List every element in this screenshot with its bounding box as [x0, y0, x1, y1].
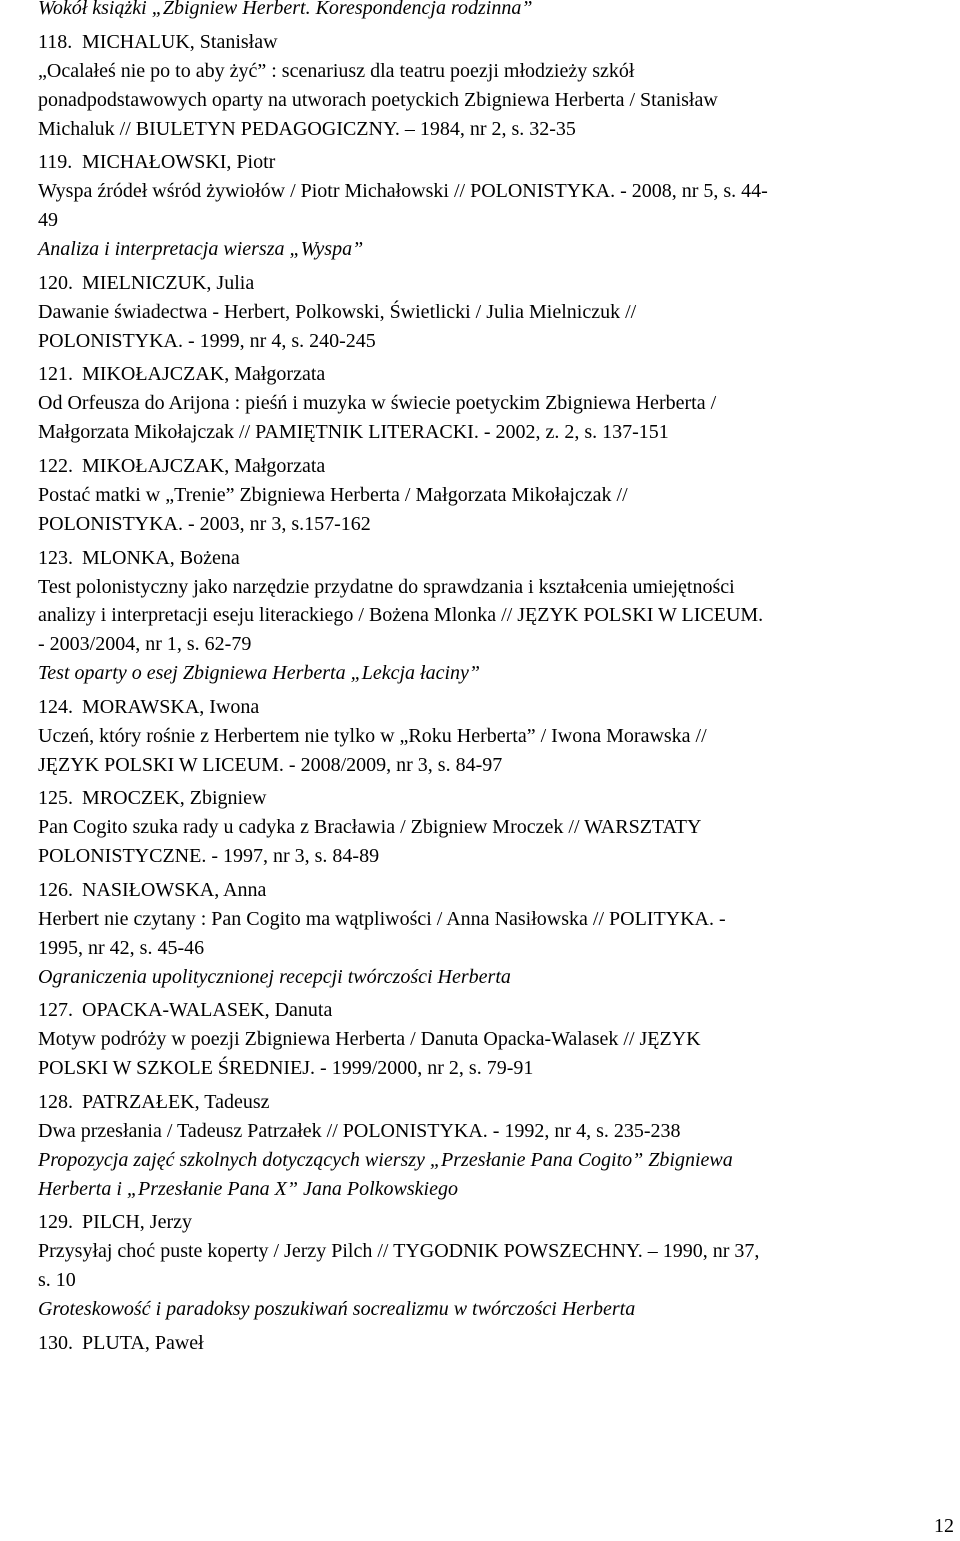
bibliography-entry [38, 996, 950, 1083]
entry-number: 119. [38, 151, 73, 174]
bibliography-entry [38, 452, 950, 539]
bibliography-entry [38, 269, 950, 356]
page-number: 12 [934, 1515, 954, 1537]
bibliography-entry [38, 544, 950, 688]
entry-citation-line: Postać matki w „Trenie” Zbigniewa Herberta / Małgorzata Mikołajczak // [38, 483, 628, 506]
entry-number: 130. [38, 1331, 73, 1354]
entry-heading [38, 360, 950, 389]
entry-author: MLONKA, Bożena [82, 546, 240, 569]
entry-citation-line: POLSKI W SZKOLE ŚREDNIEJ. - 1999/2000, nr 2, s. 79-91 [38, 1057, 534, 1080]
entry-heading [38, 452, 950, 481]
entry-author: PLUTA, Paweł [82, 1331, 204, 1354]
entry-citation-line: Test polonistyczny jako narzędzie przydatne do sprawdzania i kształcenia umiejętności [38, 575, 735, 598]
entry-heading [38, 1088, 950, 1117]
entry-heading [38, 693, 950, 722]
entry-citation-line: POLONISTYKA. - 1999, nr 4, s. 240-245 [38, 329, 376, 352]
entry-citation-line: „Ocalałeś nie po to aby żyć” : scenariusz dla teatru poezji młodzieży szkół [38, 60, 635, 82]
entry-citation-line: Motyw podróży w poezji Zbigniewa Herberta / Danuta Opacka-Walasek // JĘZYK [38, 1028, 701, 1051]
entry-heading [38, 1208, 950, 1237]
entry-heading [38, 784, 950, 813]
entry-citation-line: POLONISTYCZNE. - 1997, nr 3, s. 84-89 [38, 845, 380, 868]
entry-heading [38, 269, 950, 298]
entry-citation-line: Od Orfeusza do Arijona : pieśń i muzyka w świecie poetyckim Zbigniewa Herberta / [38, 392, 717, 415]
entry-annotation: Propozycja zajęć szkolnych dotyczących wierszy „Przesłanie Pana Cogito” Zbigniewa Herberta i „Przesłanie Pana X” Jana Polkowskiego [38, 1148, 733, 1200]
entry-number: 118. [38, 31, 73, 53]
entry-author: OPACKA-WALASEK, Danuta [82, 999, 333, 1022]
bibliography-entry [38, 1208, 950, 1323]
entry-number: 126. [38, 878, 73, 901]
entry-annotation: Ograniczenia upolitycznionej recepcji twórczości Herberta [38, 965, 511, 988]
bibliography-entry [38, 876, 950, 991]
running-header: Wokół książki „Zbigniew Herbert. Korespondencja rodzinna” [38, 0, 533, 19]
entry-author: MIKOŁAJCZAK, Małgorzata [82, 363, 326, 386]
entry-citation-line: s. 10 [38, 1269, 76, 1292]
entry-heading [38, 544, 950, 573]
entry-citation-line: analizy i interpretacji eseju literackiego / Bożena Mlonka // JĘZYK POLSKI W LICEUM. [38, 604, 764, 627]
entry-author: MIKOŁAJCZAK, Małgorzata [82, 454, 326, 477]
entry-heading [38, 28, 950, 57]
entry-citation-line: 49 [38, 209, 58, 232]
entry-author: PILCH, Jerzy [82, 1211, 192, 1234]
entry-number: 125. [38, 787, 73, 810]
entry-annotation: Analiza i interpretacja wiersza „Wyspa” [38, 237, 364, 260]
bibliography-entry [38, 148, 950, 263]
entry-citation-line: Herbert nie czytany : Pan Cogito ma wątpliwości / Anna Nasiłowska // POLITYKA. - [38, 907, 726, 930]
entry-number: 124. [38, 695, 73, 718]
entry-list [38, 28, 950, 1358]
entry-citation-line: Dwa przesłania / Tadeusz Patrzałek // POLONISTYKA. - 1992, nr 4, s. 235-238 [38, 1119, 681, 1142]
entry-citation-line: Uczeń, który rośnie z Herbertem nie tylko w „Roku Herberta” / Iwona Morawska // [38, 724, 707, 747]
entry-number: 129. [38, 1211, 73, 1234]
entry-citation-line: Małgorzata Mikołajczak // PAMIĘTNIK LITERACKI. - 2002, z. 2, s. 137-151 [38, 421, 669, 444]
bibliography-page [38, 0, 950, 1358]
bibliography-entry [38, 360, 950, 447]
entry-citation-line: ponadpodstawowych oparty na utworach poetyckich Zbigniewa Herberta / Stanisław [38, 88, 718, 111]
entry-heading [38, 996, 950, 1025]
entry-author: MIELNICZUK, Julia [82, 271, 255, 294]
entry-number: 128. [38, 1090, 73, 1113]
bibliography-entry [38, 1088, 950, 1203]
entry-author: MICHAŁOWSKI, Piotr [82, 151, 276, 174]
entry-annotation: Test oparty o esej Zbigniewa Herberta „Lekcja łaciny” [38, 661, 481, 684]
entry-author: MICHALUK, Stanisław [82, 31, 278, 53]
entry-citation-line: Wyspa źródeł wśród żywiołów / Piotr Michałowski // POLONISTYKA. - 2008, nr 5, s. 44- [38, 180, 768, 203]
entry-citation-line: Pan Cogito szuka rady u cadyka z Bracławia / Zbigniew Mroczek // WARSZTATY [38, 816, 702, 839]
bibliography-entry [38, 693, 950, 780]
entry-number: 120. [38, 271, 73, 294]
bibliography-entry [38, 1329, 950, 1358]
entry-number: 122. [38, 454, 73, 477]
entry-annotation: Groteskowość i paradoksy poszukiwań socrealizmu w twórczości Herberta [38, 1297, 636, 1320]
entry-heading [38, 876, 950, 905]
entry-citation-line: 1995, nr 42, s. 45-46 [38, 936, 205, 959]
entry-number: 123. [38, 546, 73, 569]
entry-citation-line: POLONISTYKA. - 2003, nr 3, s.157-162 [38, 512, 371, 535]
entry-citation-line: - 2003/2004, nr 1, s. 62-79 [38, 633, 252, 656]
entry-heading [38, 1329, 950, 1358]
entry-citation-line: Przysyłaj choć puste koperty / Jerzy Pilch // TYGODNIK POWSZECHNY. – 1990, nr 37, [38, 1240, 760, 1263]
entry-number: 127. [38, 999, 73, 1022]
entry-citation-line: Dawanie świadectwa - Herbert, Polkowski, Świetlicki / Julia Mielniczuk // [38, 300, 637, 323]
entry-citation-line: Michaluk // BIULETYN PEDAGOGICZNY. – 1984, nr 2, s. 32-35 [38, 117, 576, 140]
entry-author: PATRZAŁEK, Tadeusz [82, 1090, 270, 1113]
entry-number: 121. [38, 363, 73, 386]
entry-author: MROCZEK, Zbigniew [82, 787, 267, 810]
entry-author: NASIŁOWSKA, Anna [82, 878, 267, 901]
entry-heading [38, 148, 950, 177]
bibliography-entry [38, 784, 950, 871]
bibliography-entry [38, 28, 950, 143]
entry-citation-line: JĘZYK POLSKI W LICEUM. - 2008/2009, nr 3, s. 84-97 [38, 753, 503, 776]
entry-author: MORAWSKA, Iwona [82, 695, 260, 718]
